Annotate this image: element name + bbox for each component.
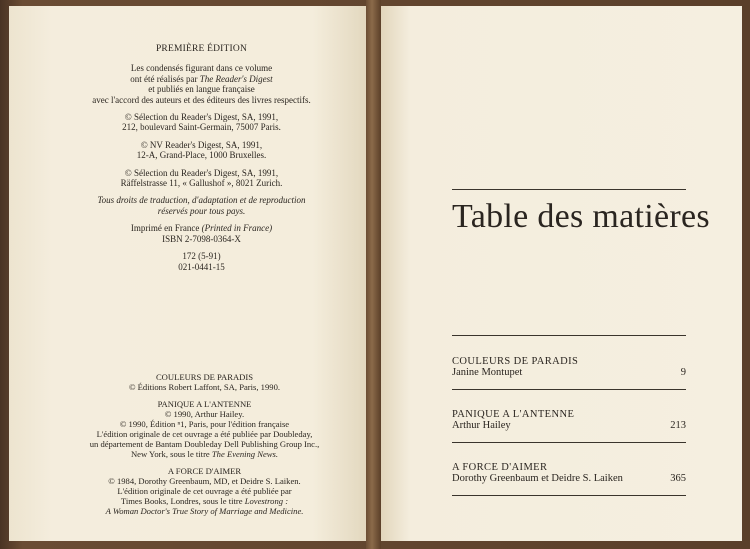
entry-rule	[452, 442, 686, 443]
toc-entry[interactable]	[452, 356, 686, 378]
entry-rule	[452, 389, 686, 390]
printed-notice: Imprimé en France (Printed in France) ISBN 2-7098-0364-X	[23, 223, 380, 244]
credit-a-force-d-aimer: A FORCE D'AIMER © 1984, Dorothy Greenbaum, MD, et Deidre S. Laiken. L'édition originale de cet ouvrage a été publiée par Times Books, Londres, sous le titre Lovestrong : A Woman Doctor's True Story of Marriage and Medicine.	[105, 466, 304, 516]
toc-entry-title: COULEURS DE PARADIS	[452, 356, 579, 367]
copyright-zurich: © Sélection du Reader's Digest, SA, 1991, Räffelstrasse 11, « Gallushof », 8021 Zurich.	[120, 167, 283, 189]
colophon	[23, 44, 380, 279]
toc-entry-page: 365	[670, 473, 686, 484]
isbn: ISBN 2-7098-0364-X	[162, 233, 241, 244]
title-rule-bottom	[452, 335, 686, 336]
toc-entry-author: Arthur Hailey	[452, 420, 511, 431]
title-rule-top	[452, 189, 686, 190]
copyright-bruxelles: © NV Reader's Digest, SA, 1991, 12-A, Grand-Place, 1000 Bruxelles.	[136, 139, 267, 161]
copyright-paris: © Sélection du Reader's Digest, SA, 1991, 212, boulevard Saint-Germain, 75007 Paris.	[122, 112, 281, 133]
toc-entry[interactable]	[452, 409, 686, 431]
intro-block: Les condensés figurant dans ce volume ont été réalisés par The Reader's Digest et publiés en langue française avec l'accord des auteurs et des éditeurs des livres respectifs.	[92, 63, 311, 105]
credit-panique-a-l-antenne: PANIQUE A L'ANTENNE © 1990, Arthur Hailey. © 1990, Édition ⁿ1, Paris, pour l'édition française L'édition originale de cet ouvrage a été publiée par Doubleday, un département de Bantam Doubleday Dell Publishing Group Inc., New York, sous le titre The Evening News.	[89, 399, 320, 459]
toc-entry-author: Dorothy Greenbaum et Deidre S. Laiken	[452, 473, 623, 484]
edition-heading: PREMIÈRE ÉDITION	[155, 44, 248, 54]
print-codes: 172 (5-91) 021-0441-15	[178, 251, 225, 272]
toc-entry-page: 9	[680, 367, 686, 378]
rights-notice: Tous droits de traduction, d'adaptation et de reproduction réservés pour tous pays.	[97, 195, 306, 216]
toc-entry-title: PANIQUE A L'ANTENNE	[452, 409, 575, 420]
toc-entry-page: 213	[670, 420, 686, 431]
entry-rule	[452, 495, 686, 496]
toc-entry[interactable]	[452, 462, 686, 484]
toc-entry-author: Janine Montupet	[452, 367, 523, 378]
right-page	[381, 6, 742, 541]
page-title: Table des matières	[452, 198, 710, 235]
toc-entry-title: A FORCE D'AIMER	[452, 462, 548, 473]
book-credits	[26, 372, 383, 523]
credit-couleurs-de-paradis: COULEURS DE PARADIS © Éditions Robert Laffont, SA, Paris, 1990.	[128, 372, 281, 392]
